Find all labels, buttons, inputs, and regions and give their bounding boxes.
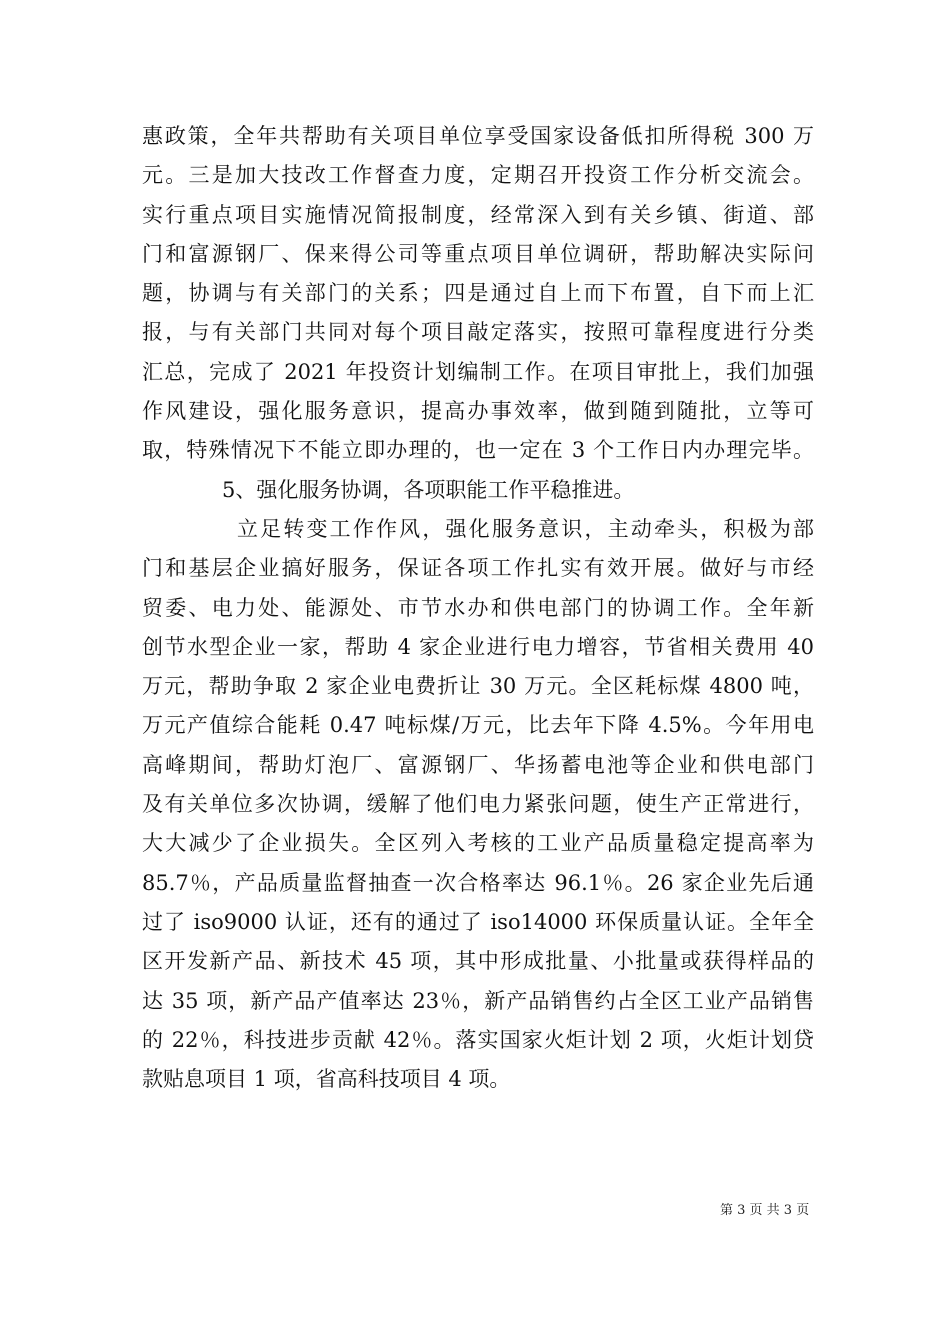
text-line: 贸委、电力处、能源处、市节水办和供电部门的协调工作。全年新 <box>142 595 814 620</box>
text-line: 汇总，完成了 2021 年投资计划编制工作。在项目审批上，我们加强 <box>142 359 814 384</box>
paragraph-service-coordination <box>142 510 814 1099</box>
text-line: 及有关单位多次协调，缓解了他们电力紧张问题，使生产正常进行， <box>142 792 814 817</box>
text-line: 万元产值综合能耗 0.47 吨标煤/万元，比去年下降 4.5%。今年用电 <box>142 713 814 738</box>
heading-line: 5、强化服务协调，各项职能工作平稳推进。 <box>222 477 635 502</box>
text-line: 达 35 项，新产品产值率达 23％，新产品销售约占全区工业产品销售 <box>142 988 814 1013</box>
text-line: 大大减少了企业损失。全区列入考核的工业产品质量稳定提高率为 <box>142 831 814 856</box>
text-line: 区开发新产品、新技术 45 项，其中形成批量、小批量或获得样品的 <box>142 949 814 974</box>
section-heading <box>142 471 814 510</box>
text-line: 款贴息项目 1 项，省高科技项目 4 项。 <box>142 1067 511 1092</box>
text-line: 85.7％，产品质量监督抽查一次合格率达 96.1％。26 家企业先后通 <box>142 870 814 895</box>
paragraph-investment <box>142 117 814 471</box>
text-line: 高峰期间，帮助灯泡厂、富源钢厂、华扬蓄电池等企业和供电部门 <box>142 752 814 777</box>
text-line: 创节水型企业一家，帮助 4 家企业进行电力增容，节省相关费用 40 <box>142 634 814 659</box>
page-number: 第 3 页 共 3 页 <box>720 1203 810 1218</box>
document-body <box>142 117 814 1099</box>
text-line: 门和富源钢厂、保来得公司等重点项目单位调研，帮助解决实际问 <box>142 241 814 266</box>
text-line: 惠政策，全年共帮助有关项目单位享受国家设备低扣所得税 300 万 <box>142 124 814 148</box>
text-line: 取，特殊情况下不能立即办理的，也一定在 3 个工作日内办理完毕。 <box>142 438 814 463</box>
text-line: 作风建设，强化服务意识，提高办事效率，做到随到随批，立等可 <box>142 399 814 424</box>
text-line: 实行重点项目实施情况简报制度，经常深入到有关乡镇、街道、部 <box>142 202 814 227</box>
text-line: 万元，帮助争取 2 家企业电费折让 30 万元。全区耗标煤 4800 吨， <box>142 674 814 699</box>
text-line: 过了 iso9000 认证，还有的通过了 iso14000 环保质量认证。全年全 <box>142 909 814 934</box>
text-line: 元。三是加大技改工作督查力度，定期召开投资工作分析交流会。 <box>142 163 814 188</box>
text-line: 门和基层企业搞好服务，保证各项工作扎实有效开展。做好与市经 <box>142 556 814 581</box>
text-line: 立足转变工作作风，强化服务意识，主动牵头，积极为部 <box>237 516 814 541</box>
text-line: 报，与有关部门共同对每个项目敲定落实，按照可靠程度进行分类 <box>142 320 814 345</box>
text-line: 的 22％，科技进步贡献 42％。落实国家火炬计划 2 项，火炬计划贷 <box>142 1027 814 1052</box>
text-line: 题，协调与有关部门的关系；四是通过自上而下布置，自下而上汇 <box>142 281 814 306</box>
